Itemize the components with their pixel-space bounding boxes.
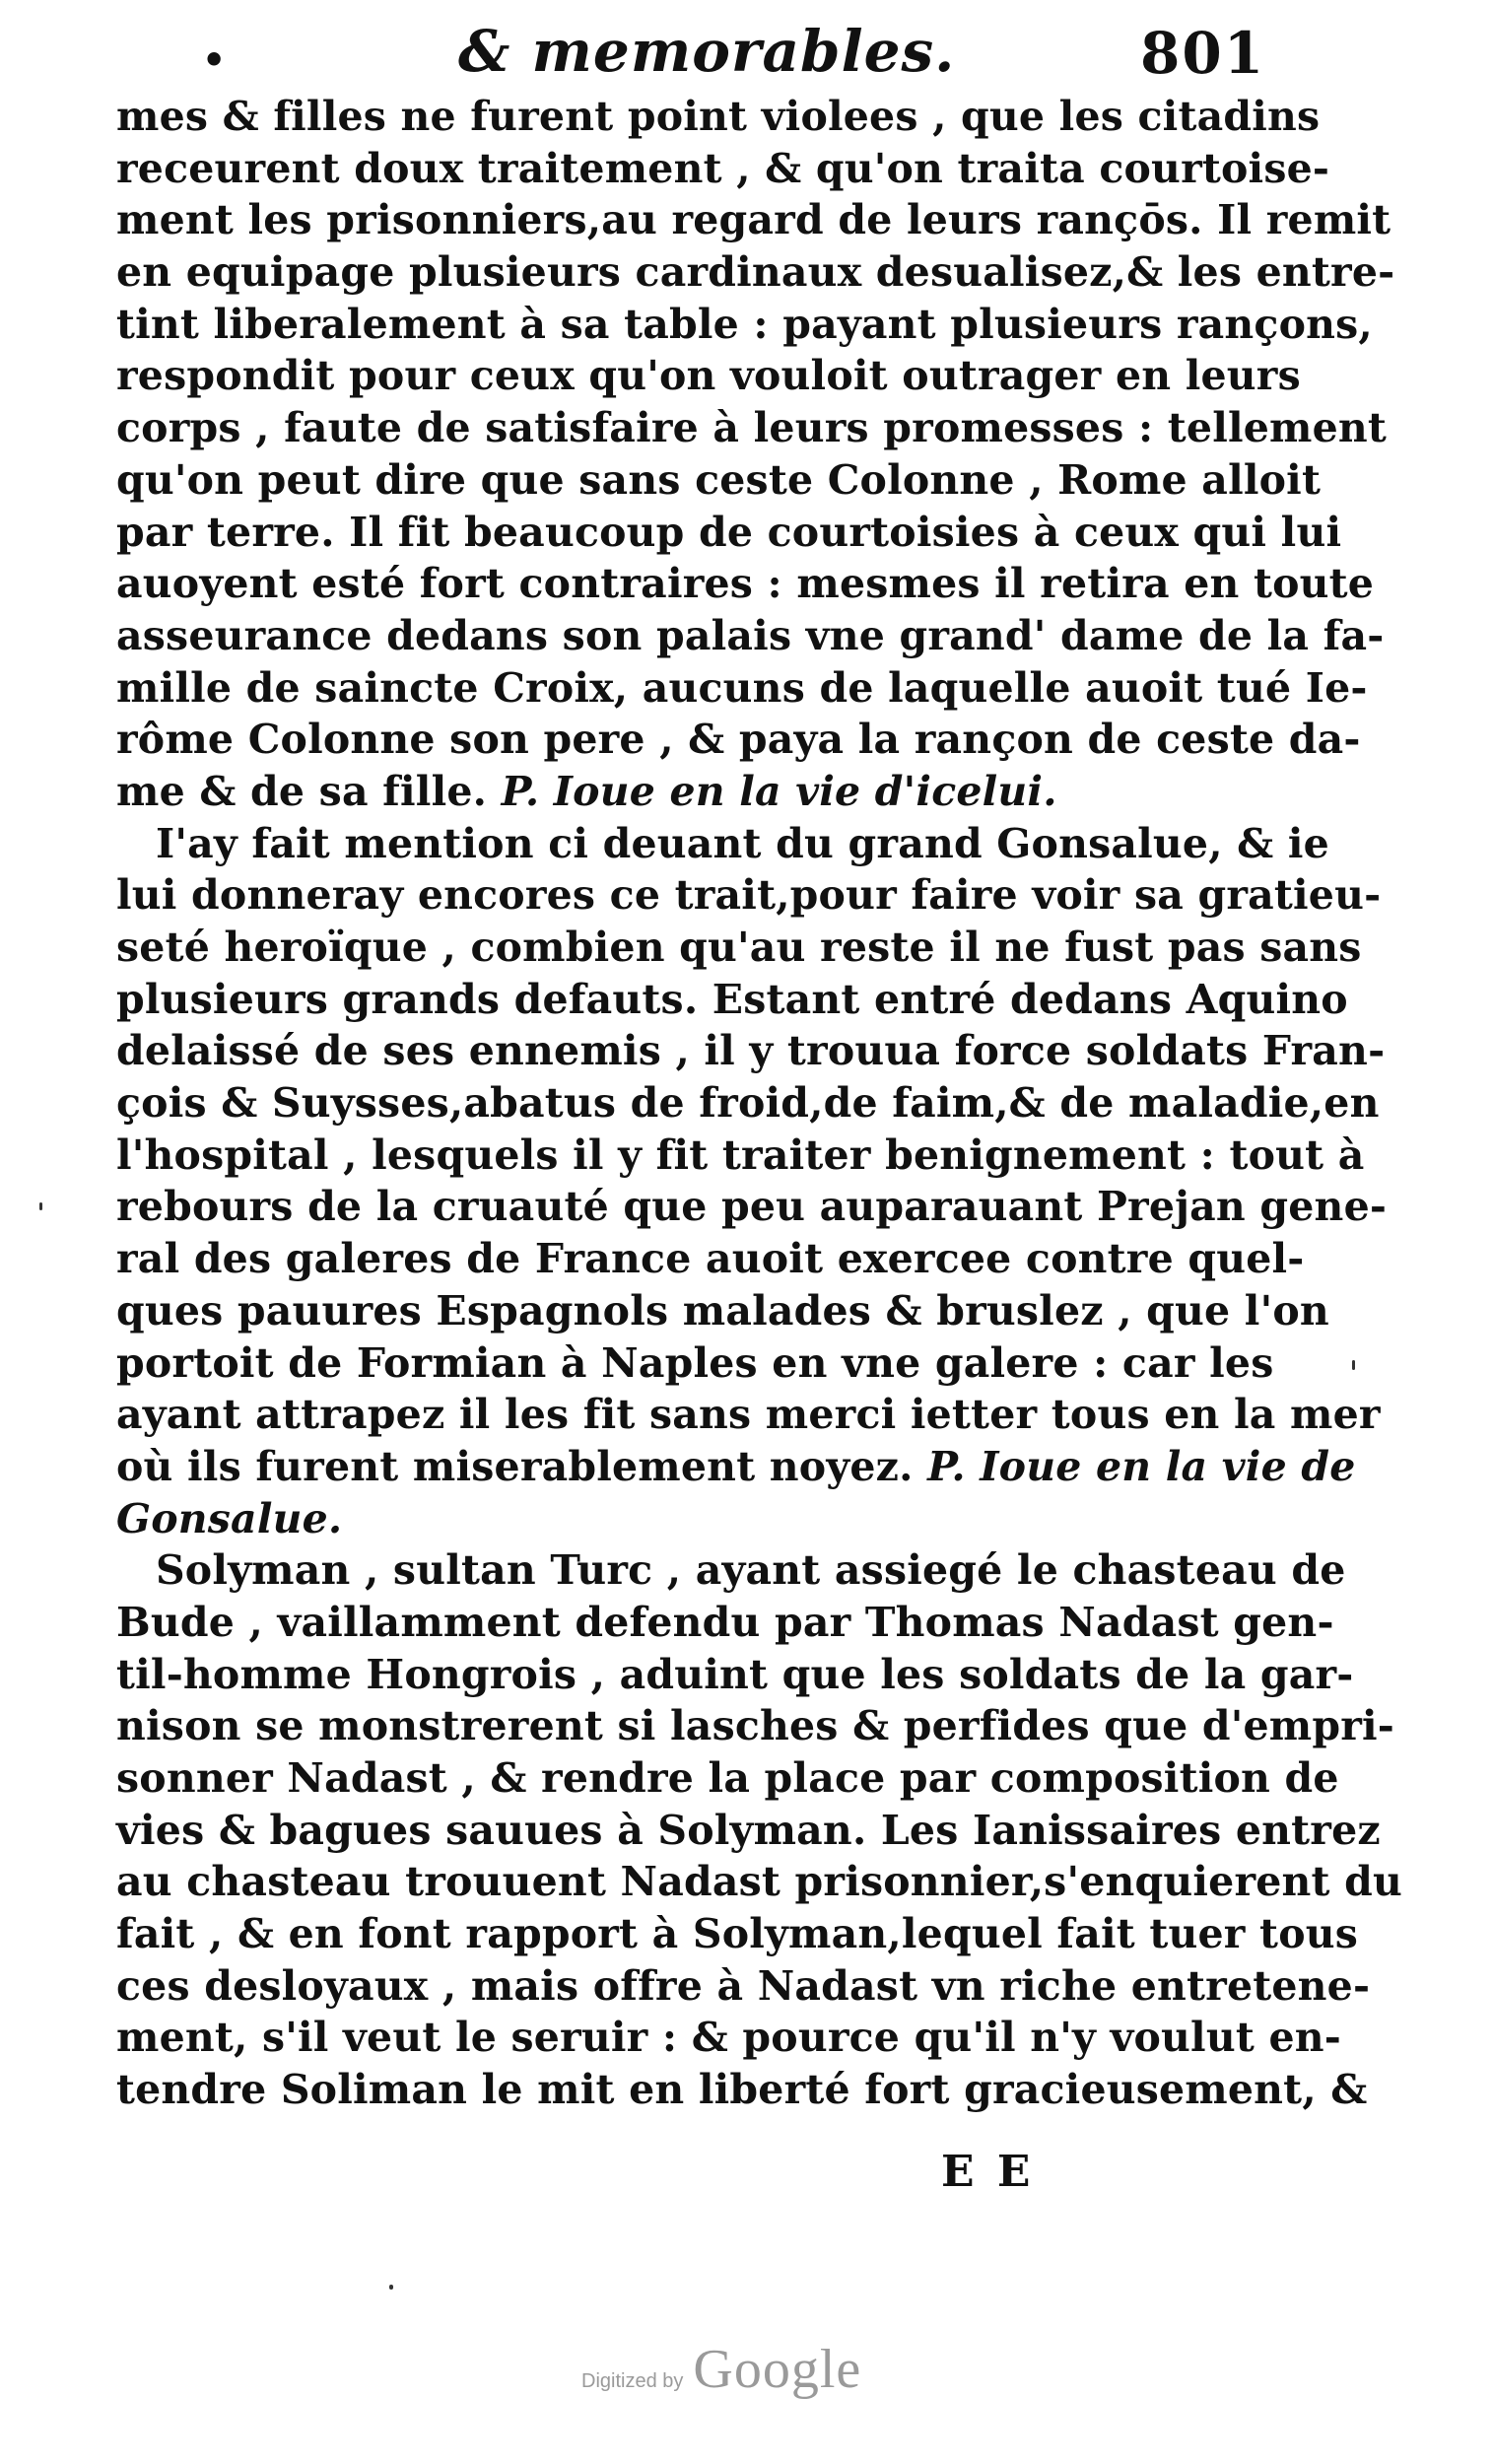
ink-speck [389,2285,393,2290]
text-line: tint liberalement à sa table : payant plusieurs rançons, [116,300,1373,348]
text-line: auoyent esté fort contraires : mesmes il retira en toute [116,560,1375,608]
text-line: par terre. Il fit beaucoup de courtoisies à ceux qui lui [116,508,1342,556]
text-line: mes & filles ne furent point violees , que les citadins [116,93,1321,140]
body-text [116,91,1403,2116]
page-header [113,14,1266,93]
text-line: au chasteau trouuent Nadast prisonnier,s'enquierent du [116,1858,1403,1906]
text-line: ment les prisonniers,au regard de leurs rançōs. Il remit [116,196,1391,244]
text-line: plusieurs grands defauts. Estant entré dedans Aquino [116,975,1348,1023]
citation-line [116,1493,1250,1545]
ink-speck [39,1202,42,1210]
paragraph-start-line: Solyman , sultan Turc , ayant assiegé le chasteau de [156,1546,1346,1595]
text-line: Bude , vaillamment defendu par Thomas Nadast gen- [116,1598,1334,1646]
text-line: delaissé de ses ennemis , il y trouua force soldats Fran- [116,1027,1386,1075]
digitized-watermark [581,2338,861,2401]
text-line: ces desloyaux , mais offre à Nadast vn riche entretene- [116,1961,1371,2010]
text-line: l'hospital , lesquels il y fit traiter benignement : tout à [116,1130,1365,1179]
running-head: & memorables. [458,18,956,85]
text-line: respondit pour ceux qu'on vouloit outrager en leurs [116,352,1301,400]
text-line: tendre Soliman le mit en liberté fort gracieusement, & [116,2066,1368,2114]
citation: P. Ioue en la vie de [927,1442,1356,1490]
text-line: ment, s'il veut le seruir : & pource qu'il n'y voulut en- [116,2014,1341,2062]
citation: P. Ioue en la vie d'icelui. [501,767,1057,815]
google-logo: Google [693,2339,862,2400]
text-line: til-homme Hongrois , aduint que les soldats de la gar- [116,1650,1354,1698]
text-line: portoit de Formian à Naples en vne galere : car les [116,1338,1274,1387]
header-mark: • [202,37,227,82]
text-line: en equipage plusieurs cardinaux desualisez,& les entre- [116,248,1395,297]
text-line: rebours de la cruauté que peu auparauant Prejan gene- [116,1183,1388,1231]
text-line: lui donneray encores ce trait,pour faire voir sa gratieu- [116,871,1382,920]
text-line: çois & Suysses,abatus de froid,de faim,& de maladie,en [116,1079,1380,1128]
text-line: qu'on peut dire que sans ceste Colonne , Rome alloit [116,455,1322,504]
text-line: sonner Nadast , & rendre la place par composition de [116,1754,1339,1802]
text-line: asseurance dedans son palais vne grand' dame de la fa- [116,611,1385,659]
text-line-with-citation [116,766,1250,818]
text-line: corps , faute de satisfaire à leurs promesses : tellement [116,404,1388,452]
paragraph-start-line: I'ay fait mention ci deuant du grand Gonsalue, & ie [156,819,1329,867]
ink-speck [1352,1360,1355,1370]
text-line: vies & bagues sauues à Solyman. Les Ianissaires entrez [116,1806,1381,1854]
digitized-by-label: Digitized by [581,2370,684,2392]
text-line-with-citation [116,1441,1356,1493]
text-line: ayant attrapez il les fit sans merci ietter tous en la mer [116,1391,1381,1439]
page-number: 801 [1140,20,1266,87]
citation: Gonsalue. [116,1494,343,1542]
text-segment: où ils furent miserablement noyez. [116,1442,928,1490]
text-line: rôme Colonne son pere , & paya la rançon de ceste da- [116,716,1361,764]
text-line: seté heroïque , combien qu'au reste il ne fust pas sans [116,924,1362,971]
catchword: E E [941,2147,1035,2197]
text-line: mille de saincte Croix, aucuns de laquelle auoit tué Ie- [116,663,1368,712]
text-line: nison se monstrerent si lasches & perfides que d'empri- [116,1702,1395,1750]
text-line: receurent doux traitement , & qu'on traita courtoise- [116,144,1330,192]
text-line: ral des galeres de France auoit exercee contre quel- [116,1235,1305,1283]
text-line: fait , & en font rapport à Solyman,lequel fait tuer tous [116,1910,1359,1958]
text-segment: me & de sa fille. [116,767,502,815]
text-line: ques pauures Espagnols malades & bruslez , que l'on [116,1286,1329,1335]
